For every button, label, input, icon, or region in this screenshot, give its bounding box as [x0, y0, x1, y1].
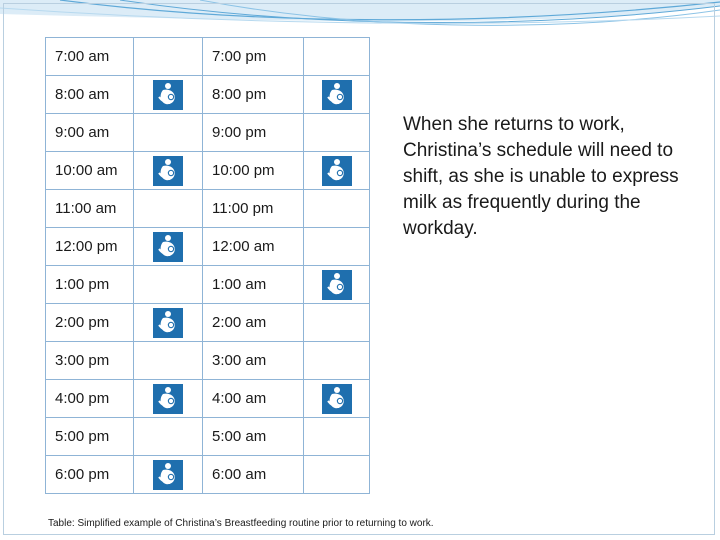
right-icon-cell: [304, 266, 370, 304]
table-row: [46, 418, 370, 456]
right-time-cell: 11:00 pm: [203, 190, 304, 228]
left-icon-cell: [134, 456, 203, 494]
right-time-cell: 3:00 am: [203, 342, 304, 380]
right-time-cell: 5:00 am: [203, 418, 304, 456]
left-icon-cell: [134, 76, 203, 114]
breastfeeding-icon: [153, 460, 183, 490]
left-time-cell: 9:00 am: [46, 114, 134, 152]
table-row: [46, 304, 370, 342]
right-icon-cell: [304, 380, 370, 418]
table-caption: Table: Simplified example of Christina’s Breastfeeding routine prior to returning to work.: [48, 518, 434, 529]
breastfeeding-icon: [322, 270, 352, 300]
table-row: [46, 380, 370, 418]
left-icon-cell: [134, 342, 203, 380]
table-row: [46, 266, 370, 304]
breastfeeding-icon: [153, 308, 183, 338]
right-time-cell: 4:00 am: [203, 380, 304, 418]
right-icon-cell: [304, 38, 370, 76]
right-time-cell: 6:00 am: [203, 456, 304, 494]
left-icon-cell: [134, 266, 203, 304]
left-time-cell: 1:00 pm: [46, 266, 134, 304]
breastfeeding-icon: [322, 80, 352, 110]
left-icon-cell: [134, 304, 203, 342]
table-row: [46, 190, 370, 228]
table-row: [46, 76, 370, 114]
right-time-cell: 10:00 pm: [203, 152, 304, 190]
left-time-cell: 11:00 am: [46, 190, 134, 228]
breastfeeding-icon: [153, 384, 183, 414]
right-icon-cell: [304, 418, 370, 456]
table-row: [46, 342, 370, 380]
right-icon-cell: [304, 190, 370, 228]
right-icon-cell: [304, 228, 370, 266]
breastfeeding-icon: [153, 156, 183, 186]
left-icon-cell: [134, 114, 203, 152]
left-time-cell: 6:00 pm: [46, 456, 134, 494]
left-icon-cell: [134, 190, 203, 228]
left-time-cell: 12:00 pm: [46, 228, 134, 266]
breastfeeding-icon: [153, 80, 183, 110]
table-row: [46, 228, 370, 266]
left-time-cell: 2:00 pm: [46, 304, 134, 342]
table-row: [46, 456, 370, 494]
right-time-cell: 1:00 am: [203, 266, 304, 304]
right-icon-cell: [304, 456, 370, 494]
left-time-cell: 4:00 pm: [46, 380, 134, 418]
left-time-cell: 5:00 pm: [46, 418, 134, 456]
left-time-cell: 7:00 am: [46, 38, 134, 76]
table-row: [46, 38, 370, 76]
note-text: When she returns to work, Christina’s schedule will need to shift, as she is unable to express milk as frequently during the workday.: [403, 114, 679, 239]
right-time-cell: 9:00 pm: [203, 114, 304, 152]
right-time-cell: 8:00 pm: [203, 76, 304, 114]
breastfeeding-icon: [153, 232, 183, 262]
left-time-cell: 3:00 pm: [46, 342, 134, 380]
left-time-cell: 10:00 am: [46, 152, 134, 190]
left-icon-cell: [134, 380, 203, 418]
breastfeeding-icon: [322, 384, 352, 414]
right-icon-cell: [304, 304, 370, 342]
left-icon-cell: [134, 152, 203, 190]
left-time-cell: 8:00 am: [46, 76, 134, 114]
schedule-table: [45, 37, 370, 494]
right-time-cell: 7:00 pm: [203, 38, 304, 76]
table-row: [46, 114, 370, 152]
table-row: [46, 152, 370, 190]
right-icon-cell: [304, 152, 370, 190]
left-icon-cell: [134, 418, 203, 456]
left-icon-cell: [134, 38, 203, 76]
right-icon-cell: [304, 76, 370, 114]
left-icon-cell: [134, 228, 203, 266]
right-time-cell: 12:00 am: [203, 228, 304, 266]
right-icon-cell: [304, 342, 370, 380]
right-time-cell: 2:00 am: [203, 304, 304, 342]
right-icon-cell: [304, 114, 370, 152]
breastfeeding-icon: [322, 156, 352, 186]
